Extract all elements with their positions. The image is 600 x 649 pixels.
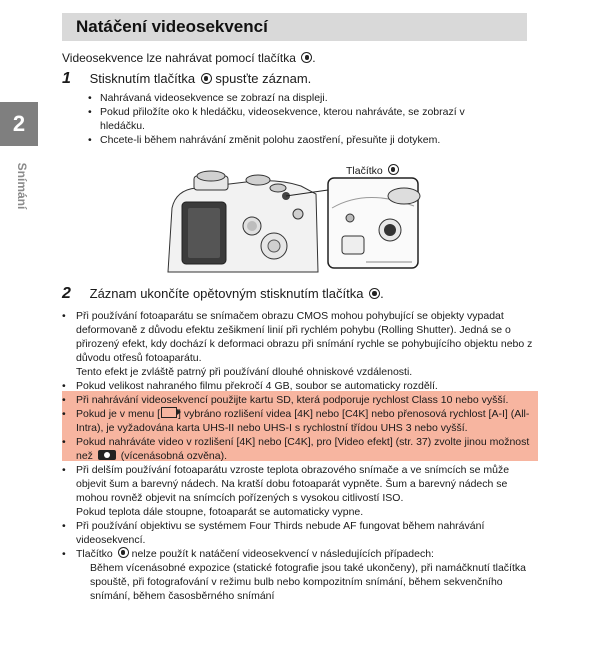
list-item: • Při nahrávání videosekvencí použijte kartu SD, která podporuje rychlost Class 10 nebo vyšší. — [62, 393, 537, 407]
record-button-icon — [369, 288, 380, 299]
list-item: • Nahrávaná videosekvence se zobrazí na displeji. — [88, 91, 508, 105]
chapter-label — [10, 155, 32, 225]
chapter-label-text: Snímání — [15, 162, 29, 210]
camera-illustration — [166, 165, 422, 274]
list-item: • Při používání fotoaparátu se snímačem obrazu CMOS mohou pohybující se objekty vypadat deformovaně z důvodu efektu zešikmení linií při rychlém pohybu (Rolling Shutter). Jedná se o přirozený efekt, kdy dochází k deformaci obrazu při snímání rychle se pohybujícího objektu nebo z důvodu otřesů fotoaparátu. Tento efekt je zvláště patrný při používání dlouhé ohniskové vzdálenosti. — [62, 309, 537, 379]
list-item: • Chcete-li během nahrávání změnit polohu zaostření, přesuňte ji dotykem. — [88, 133, 508, 147]
list-item-detail: Během vícenásobné expozice (statické fotografie jsou také ukončeny), při namáčknutí tlačítka spouště, při fotografování v režimu bulb nebo kompozitním snímání, během sekvenčního snímání, během časosběrného snímání — [90, 562, 526, 602]
record-button-icon — [201, 73, 212, 84]
step-1-text-before: Stisknutím tlačítka — [89, 71, 196, 86]
list-item: • Pokud nahráváte video v rozlišení [4K] nebo [C4K], pro [Video efekt] (str. 37) zvolte jinou možnost než (vícenásobná ozvěna). — [62, 435, 537, 463]
notes-list — [62, 309, 537, 603]
list-item: • Pokud velikost nahraného filmu překročí 4 GB, soubor se automaticky rozdělí. — [62, 379, 537, 393]
section-header — [62, 13, 527, 41]
chapter-number: 2 — [12, 111, 26, 136]
list-item: • Při používání objektivu se systémem Four Thirds nebude AF fungovat během nahrávání videosekvencí. — [62, 519, 537, 547]
intro-text: Videosekvence lze nahrávat pomocí tlačítka . — [62, 51, 316, 65]
list-item: • Pokud je v menu [ ] vybráno rozlišení videa [4K] nebo [C4K] nebo přenosová rychlost [A-I] (All-Intra), je vyžadována karta UHS-II nebo UHS-I s rychlostní třídou UHS 3 nebo vyšší. — [62, 407, 537, 435]
movie-menu-icon — [161, 407, 177, 418]
section-title: Natáčení videosekvencí — [76, 17, 268, 36]
camera-drawing — [166, 168, 422, 274]
list-item: • Při delším používání fotoaparátu vzroste teplota obrazového snímače a ve snímcích se může objevit šum a barevný nádech. Na kratší dobu fotoaparát vypněte. Šum a barevný nádech se mohou rovněž objevit na snímcích pořízených s vysokou citlivostí ISO. Pokud teplota dále stoupne, fotoaparát se automaticky vypne. — [62, 463, 537, 519]
record-button-icon — [301, 52, 312, 63]
record-button-icon — [118, 547, 129, 558]
list-item: • Tlačítko nelze použít k natáčení videosekvencí v následujících případech: — [62, 547, 537, 561]
step-1-bullets — [88, 91, 508, 147]
step-1-text-after: spusťte záznam. — [215, 71, 312, 86]
multi-echo-icon — [98, 450, 116, 460]
step-number: 1 — [62, 70, 71, 87]
list-item: • Pokud přiložíte oko k hledáčku, videosekvence, kterou nahráváte, se zobrazí v hledáčku. — [88, 105, 508, 133]
step-2: 2 Záznam ukončíte opětovným stisknutím tlačítka . — [62, 285, 384, 302]
record-button-icon — [388, 164, 399, 175]
step-2-text: Záznam ukončíte opětovným stisknutím tlačítka — [89, 286, 364, 301]
step-1 — [62, 70, 311, 88]
chapter-tab — [0, 102, 38, 146]
record-button-callout: Tlačítko — [346, 164, 399, 177]
step-number: 2 — [62, 285, 71, 302]
